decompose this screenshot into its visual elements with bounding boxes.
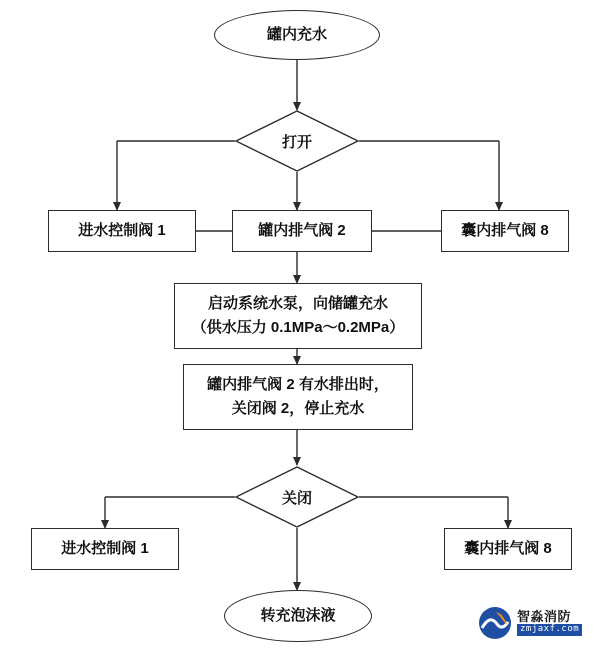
process-stop-filling-line2: 关闭阀 2，停止充水 xyxy=(231,400,365,417)
valve-box-label: 进水控制阀 1 xyxy=(78,222,166,240)
start-terminator-label: 罐内充水 xyxy=(266,26,327,44)
decision-open-label: 打开 xyxy=(281,133,312,151)
valve-box-tank-exhaust-2-open xyxy=(232,210,372,252)
valve-box-inlet-control-1-open xyxy=(48,210,196,252)
process-stop-filling-line1: 罐内排气阀 2 有水排出时， xyxy=(207,376,389,393)
end-terminator-label: 转充泡沫液 xyxy=(260,607,336,625)
valve-box-label: 囊内排气阀 8 xyxy=(461,222,549,240)
process-start-pump xyxy=(174,283,422,349)
watermark-text xyxy=(517,610,582,635)
end-terminator xyxy=(224,590,372,642)
valve-box-label: 进水控制阀 1 xyxy=(61,540,149,558)
decision-close xyxy=(235,466,359,528)
watermark xyxy=(478,606,582,640)
start-terminator xyxy=(214,10,380,60)
valve-box-inlet-control-1-close xyxy=(31,528,179,570)
valve-box-bladder-exhaust-8-open xyxy=(441,210,569,252)
process-stop-filling xyxy=(183,364,413,430)
watermark-brand: 智淼消防 xyxy=(517,609,572,625)
process-start-pump-line1: 启动系统水泵，向储罐充水 xyxy=(207,295,388,312)
process-start-pump-line2: （供水压力 0.1MPa～0.2MPa） xyxy=(191,319,405,336)
valve-box-bladder-exhaust-8-close xyxy=(444,528,572,570)
brand-logo-icon xyxy=(478,606,512,640)
decision-open xyxy=(235,110,359,172)
watermark-domain: zmjaxf.com xyxy=(517,624,582,635)
valve-box-label: 囊内排气阀 8 xyxy=(464,540,552,558)
decision-close-label: 关闭 xyxy=(281,489,312,507)
valve-box-label: 罐内排气阀 2 xyxy=(258,222,346,240)
